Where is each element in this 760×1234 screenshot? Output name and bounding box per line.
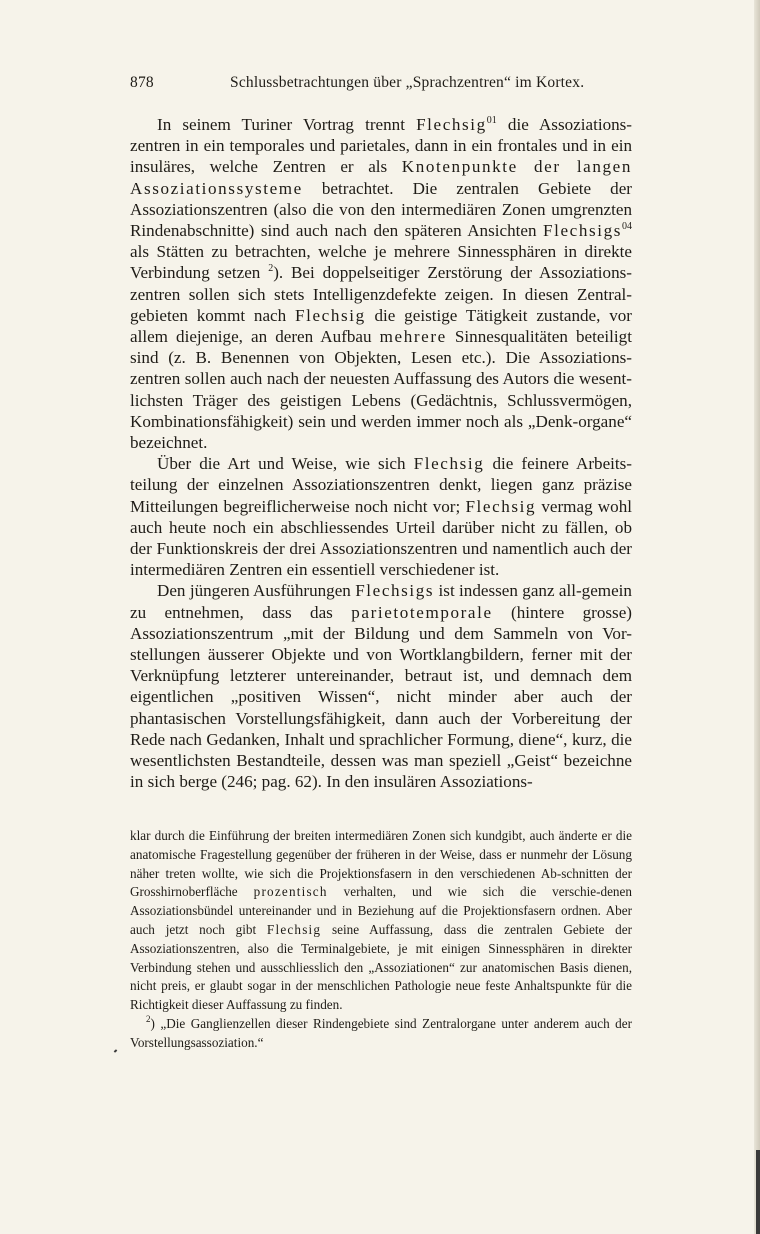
author-name-spaced: Flechsig: [413, 454, 485, 474]
paragraph-3: [130, 580, 632, 792]
margin-speck: [114, 1049, 118, 1052]
text-run: Sinnesqualitäten beteiligt sind (z. B. Benennen von Objekten, Lesen etc.). Die Assoziations-zentren sollen auch nach der neuesten Auffassung des Autors die wesent-lichsten Träger des geistigen Lebens (Gedächtnis, Schlussvermögen, Kombinationsfähigkeit) sein und werden immer noch als „Denk-organe“ bezeichnet.: [130, 327, 632, 453]
emphasis-spaced: Knotenpunkte der langen Assoziationssysteme: [130, 157, 632, 198]
text-run: ). Bei doppelseitiger Zerstörung der Assoziations-zentren sollen sich stets Intelligenzdefekte zeigen. In diesen Zentral-gebieten kommt nach: [130, 263, 632, 325]
author-name-spaced: Flechsig: [266, 921, 322, 937]
paragraph-1: [130, 114, 632, 453]
footnotes: [130, 827, 632, 1053]
emphasis-spaced: parietotemporale: [351, 602, 493, 622]
text-run: (hintere grosse) Assoziationszentrum „mit der Bildung und dem Sammeln von Vor-stellungen äusserer Objekte und von Wortklangbildern, ferner mit der Verknüpfung letzterer untereinander, betraut ist, und demnach dem eigentlichen „positiven Wissen“, nicht minder aber auch der phantasischen Vorstellungsfähigkeit, dann auch der Vorbereitung der Rede nach Gedanken, Inhalt und sprachlicher Formung, diene“, kurz, die wesentlichsten Bestandteile, dessen was man speziell „Geist“ bezeichne in sich berge (246; pag. 62). In den insulären Assoziations-: [130, 602, 632, 792]
author-name-spaced: Flechsig: [465, 496, 537, 516]
text-run: die feinere Arbeits-teilung der einzelnen Assoziationszentren denkt, liegen ganz präzise Mitteilungen begreiflicherweise noch nicht vor;: [130, 454, 632, 516]
text-run: In seinem Turiner Vortrag trennt: [157, 115, 417, 134]
emphasis-spaced: prozentisch: [253, 884, 328, 900]
main-text: [130, 114, 632, 793]
author-name-spaced: Flechsigs: [355, 581, 435, 601]
page-edge-shadow: [754, 0, 760, 1234]
reference-superscript: 01: [486, 115, 497, 126]
binding-edge: [756, 1150, 760, 1234]
text-run: verhalten, und wie sich die verschie-denen Assoziationsbündel untereinander und in Beziehung auf die Projektionsfasern ordnen. Aber auch jetzt noch gibt: [130, 884, 632, 937]
text-run: klar durch die Einführung der breiten intermediären Zonen sich kundgibt, auch änderte er die anatomische Fragestellung gegenüber der früheren in der Weise, dass er nunmehr der Lösung näher treten wollte, wie sich die Projektionsfasern in den verschiedenen Ab-schnitten der Grosshirnoberfläche: [130, 828, 632, 900]
reference-superscript: 04: [622, 221, 632, 233]
text-run: als Stätten zu betrachten, welche je mehrere Sinnessphären in direkte Verbindung setzen: [130, 242, 632, 283]
author-name-spaced: Flechsig: [294, 305, 366, 325]
running-title: Schlussbetrachtungen über „Sprachzentren“ im Kortex.: [230, 74, 585, 91]
page-header: [130, 74, 630, 96]
text-run: seine Auffassung, dass die zentralen Gebiete der Assoziationszentren, also die Terminalgebiete, je mit einigen Sinnessphären in direkter Verbindung stehen und ausschliesslich den „Assoziationen“ zur anatomischen Basis dienen, nicht preis, er glaubt sogar in der menschlichen Pathologie neue feste Anhaltspunkte für die Richtigkeit dieser Auffassung zu finden.: [130, 921, 632, 1013]
text-run: Über die Art und Weise, wie sich: [157, 454, 414, 474]
text-run: die Assoziations-zentren in ein temporales und parietales, dann in ein frontales und in ein insuläres, welche Zentren er als: [130, 115, 633, 177]
footnote-marker: 2: [268, 263, 274, 275]
footnote-continued: [130, 827, 632, 1015]
text-run: ist indessen ganz all-gemein zu entnehmen, dass das: [130, 581, 632, 622]
footnote-2: [130, 1015, 632, 1053]
text-run: Den jüngeren Ausführungen: [157, 581, 356, 601]
footnote-2-text: ) „Die Ganglienzellen dieser Rindengebiete sind Zentralorgane unter anderem auch der Vorstellungsassoziation.“: [130, 1015, 632, 1050]
author-name-spaced: Flechsigs: [543, 221, 622, 241]
footnote-marker: 2: [146, 1013, 151, 1024]
page-number: 878: [130, 74, 154, 91]
text-run: die geistige Tätigkeit zustande, vor allem diejenige, an deren Aufbau: [130, 305, 632, 347]
emphasis-spaced: mehrere: [379, 327, 447, 347]
paragraph-2: [130, 453, 632, 580]
author-name-spaced: Flechsig: [416, 115, 487, 134]
text-run: betrachtet. Die zentralen Gebiete der Assoziationszentren (also die von den intermediären Zonen umgrenzten Rindenabschnitte) sind auch nach den späteren Ansichten: [130, 178, 632, 241]
text-run: vermag wohl auch heute noch ein abschliessendes Urteil darüber nicht zu fällen, ob der Funktionskreis der drei Assoziationszentren und namentlich auch der intermediären Zentren ein essentiell verschiedener ist.: [130, 496, 632, 580]
